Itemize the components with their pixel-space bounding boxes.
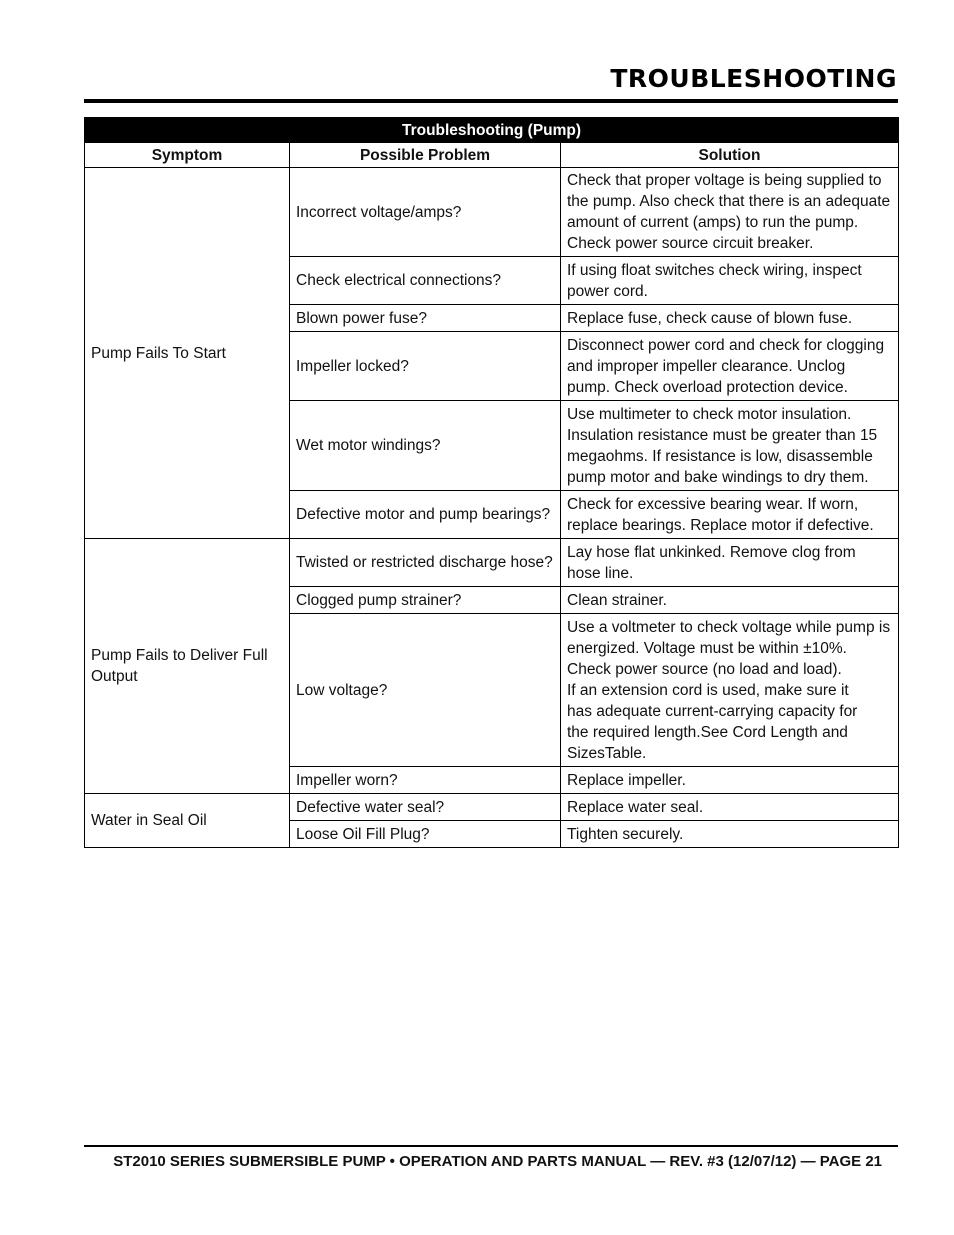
table-row xyxy=(85,168,899,257)
symptom-cell: Pump Fails To Start xyxy=(85,168,290,539)
solution-cell: Tighten securely. xyxy=(561,821,899,848)
solution-cell: Clean strainer. xyxy=(561,587,899,614)
solution-cell: Replace impeller. xyxy=(561,767,899,794)
table-row xyxy=(85,794,899,821)
problem-cell: Wet motor windings? xyxy=(290,401,561,491)
page-footer: ST2010 SERIES SUBMERSIBLE PUMP • OPERATION AND PARTS MANUAL — REV. #3 (12/07/12) — PAGE 21 xyxy=(113,1153,882,1170)
solution-cell: If using float switches check wiring, inspect power cord. xyxy=(561,257,899,305)
solution-cell: Lay hose flat unkinked. Remove clog from hose line. xyxy=(561,539,899,587)
solution-cell: Use a voltmeter to check voltage while pump is energized. Voltage must be within ±10%. Check power source (no load and load). If an extension cord is used, make sure it has adequate current-carrying capacity for the required length.See Cord Length and SizesTable. xyxy=(561,614,899,767)
problem-cell: Blown power fuse? xyxy=(290,305,561,332)
problem-cell: Check electrical connections? xyxy=(290,257,561,305)
table-title: Troubleshooting (Pump) xyxy=(85,118,899,143)
problem-cell: Incorrect voltage/amps? xyxy=(290,168,561,257)
symptom-cell: Water in Seal Oil xyxy=(85,794,290,848)
symptom-cell: Pump Fails to Deliver Full Output xyxy=(85,539,290,794)
table-row xyxy=(85,539,899,587)
column-header-possible-problem: Possible Problem xyxy=(290,143,561,168)
solution-cell: Check that proper voltage is being supplied to the pump. Also check that there is an adequate amount of current (amps) to run the pump. Check power source circuit breaker. xyxy=(561,168,899,257)
footer-divider xyxy=(84,1145,898,1147)
solution-cell: Replace fuse, check cause of blown fuse. xyxy=(561,305,899,332)
problem-cell: Impeller worn? xyxy=(290,767,561,794)
solution-cell: Use multimeter to check motor insulation. Insulation resistance must be greater than 15 megaohms. If resistance is low, disassemble pump motor and bake windings to dry them. xyxy=(561,401,899,491)
problem-cell: Low voltage? xyxy=(290,614,561,767)
problem-cell: Defective motor and pump bearings? xyxy=(290,491,561,539)
solution-cell: Replace water seal. xyxy=(561,794,899,821)
page-title: TROUBLESHOOTING xyxy=(610,64,897,93)
solution-cell: Check for excessive bearing wear. If worn, replace bearings. Replace motor if defective. xyxy=(561,491,899,539)
column-header-solution: Solution xyxy=(561,143,899,168)
column-header-symptom: Symptom xyxy=(85,143,290,168)
title-divider xyxy=(84,99,898,103)
problem-cell: Defective water seal? xyxy=(290,794,561,821)
problem-cell: Loose Oil Fill Plug? xyxy=(290,821,561,848)
problem-cell: Impeller locked? xyxy=(290,332,561,401)
problem-cell: Twisted or restricted discharge hose? xyxy=(290,539,561,587)
troubleshooting-table xyxy=(84,117,899,848)
problem-cell: Clogged pump strainer? xyxy=(290,587,561,614)
solution-cell: Disconnect power cord and check for clogging and improper impeller clearance. Unclog pump. Check overload protection device. xyxy=(561,332,899,401)
